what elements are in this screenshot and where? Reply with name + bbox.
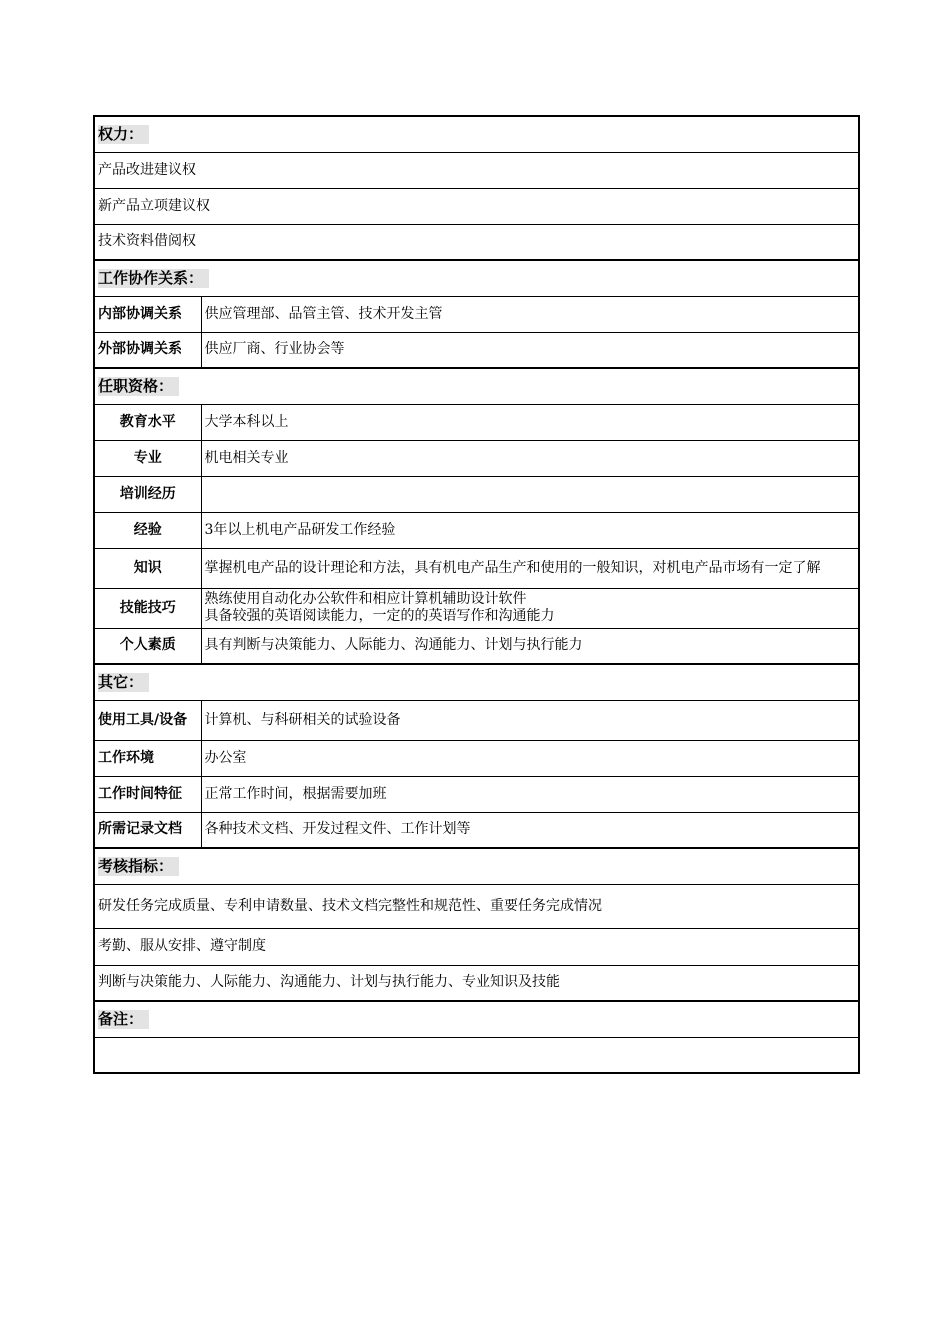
field-value-line: 熟练使用自动化办公软件和相应计算机辅助设计软件	[204, 591, 527, 607]
field-label: 内部协调关系	[94, 296, 201, 332]
qualification-row	[94, 512, 859, 548]
collaboration-row	[94, 296, 859, 332]
field-value: 具有判断与决策能力、人际能力、沟通能力、计划与执行能力	[201, 628, 859, 664]
field-label: 技能技巧	[94, 588, 201, 628]
field-value: 计算机、与科研相关的试验设备	[201, 700, 859, 740]
assessment-row	[94, 928, 859, 965]
qualification-row	[94, 588, 859, 628]
other-row	[94, 776, 859, 812]
qualification-row	[94, 548, 859, 588]
other-row	[94, 812, 859, 848]
section-header-assessment	[94, 848, 859, 884]
qualification-row	[94, 440, 859, 476]
section-header-other	[94, 664, 859, 700]
field-value: 大学本科以上	[201, 404, 859, 440]
field-label: 外部协调关系	[94, 332, 201, 368]
section-title-authority: 权力：	[98, 125, 149, 144]
field-value	[201, 588, 859, 628]
field-value: 办公室	[201, 740, 859, 776]
qualification-row	[94, 628, 859, 664]
section-title-assessment: 考核指标：	[98, 857, 179, 876]
authority-item: 技术资料借阅权	[94, 224, 859, 260]
field-label: 知识	[94, 548, 201, 588]
field-label: 教育水平	[94, 404, 201, 440]
field-value: 供应厂商、行业协会等	[201, 332, 859, 368]
field-value: 供应管理部、品管主管、技术开发主管	[201, 296, 859, 332]
assessment-row	[94, 884, 859, 928]
assessment-item: 考勤、服从安排、遵守制度	[94, 928, 859, 965]
section-title-collaboration: 工作协作关系：	[98, 269, 209, 288]
section-header-qualifications	[94, 368, 859, 404]
field-value	[201, 476, 859, 512]
field-label: 工作时间特征	[94, 776, 201, 812]
field-value: 正常工作时间，根据需要加班	[201, 776, 859, 812]
field-label: 使用工具/设备	[94, 700, 201, 740]
field-label: 工作环境	[94, 740, 201, 776]
job-description-page	[93, 115, 858, 1074]
field-value: 机电相关专业	[201, 440, 859, 476]
field-label: 所需记录文档	[94, 812, 201, 848]
remarks-row	[94, 1037, 859, 1073]
field-value: 掌握机电产品的设计理论和方法，具有机电产品生产和使用的一般知识，对机电产品市场有一定了解	[201, 548, 859, 588]
authority-row	[94, 188, 859, 224]
assessment-row	[94, 965, 859, 1001]
field-label: 培训经历	[94, 476, 201, 512]
remarks-value	[94, 1037, 859, 1073]
field-label: 专业	[94, 440, 201, 476]
assessment-item: 研发任务完成质量、专利申请数量、技术文档完整性和规范性、重要任务完成情况	[94, 884, 859, 928]
field-value: 3年以上机电产品研发工作经验	[201, 512, 859, 548]
section-header-remarks	[94, 1001, 859, 1037]
section-title-qualifications: 任职资格：	[98, 377, 179, 396]
section-header-authority	[94, 116, 859, 152]
assessment-item: 判断与决策能力、人际能力、沟通能力、计划与执行能力、专业知识及技能	[94, 965, 859, 1001]
field-label: 个人素质	[94, 628, 201, 664]
other-row	[94, 740, 859, 776]
authority-row	[94, 152, 859, 188]
field-value: 各种技术文档、开发过程文件、工作计划等	[201, 812, 859, 848]
other-row	[94, 700, 859, 740]
section-title-remarks: 备注：	[98, 1010, 149, 1029]
authority-row	[94, 224, 859, 260]
authority-item: 产品改进建议权	[94, 152, 859, 188]
section-header-collaboration	[94, 260, 859, 296]
authority-item: 新产品立项建议权	[94, 188, 859, 224]
qualification-row	[94, 476, 859, 512]
job-description-table	[93, 115, 860, 1074]
section-title-other: 其它：	[98, 673, 149, 692]
qualification-row	[94, 404, 859, 440]
collaboration-row	[94, 332, 859, 368]
field-value-line: 具备较强的英语阅读能力，一定的的英语写作和沟通能力	[204, 608, 555, 624]
field-label: 经验	[94, 512, 201, 548]
